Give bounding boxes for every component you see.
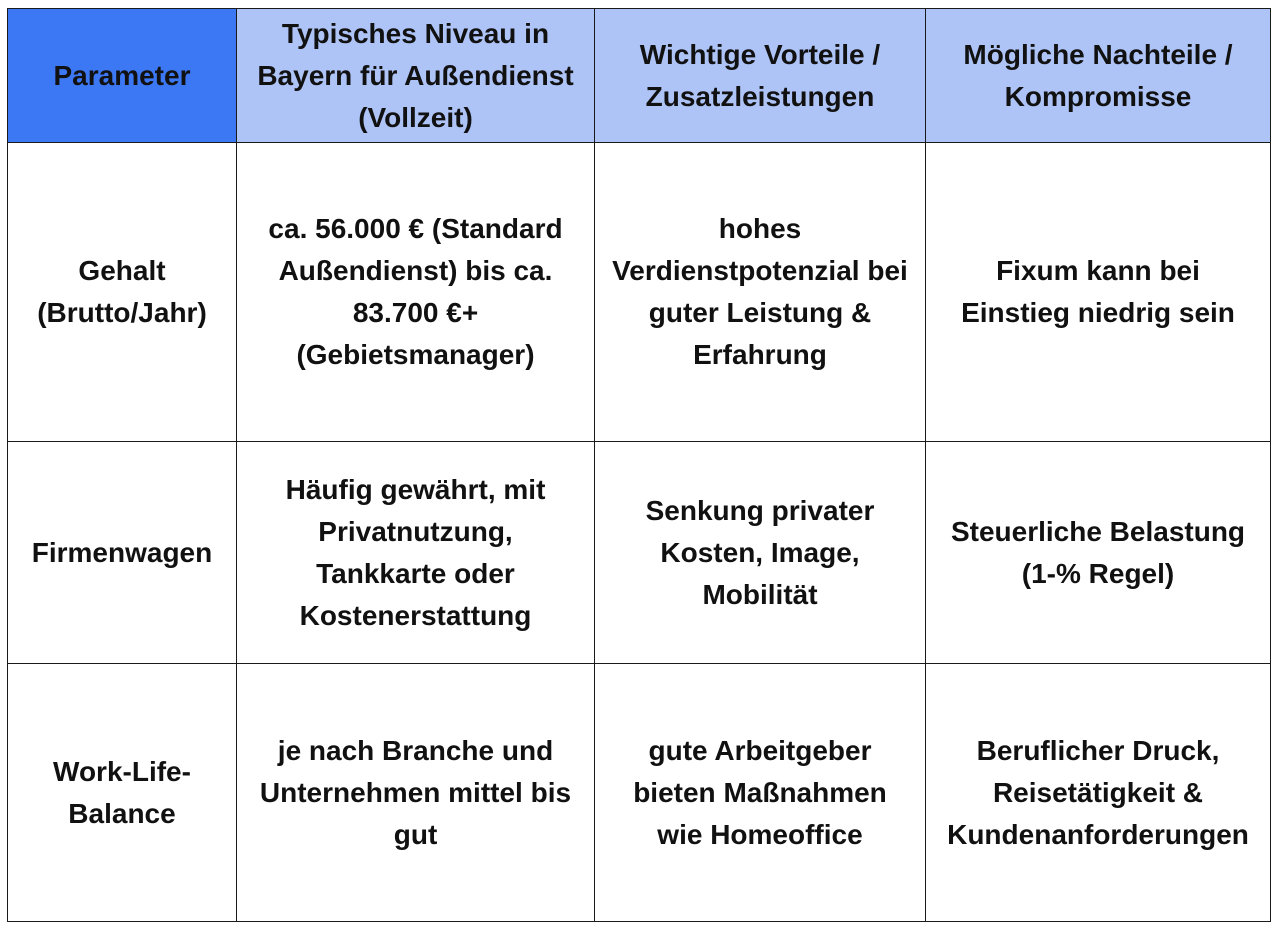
cell-niveau-text: ca. 56.000 € (Standard Außendienst) bis ca. 83.700 €+ (Gebietsmanager) (268, 213, 563, 370)
header-row (8, 9, 1271, 143)
cell-vorteile-text: hohes Verdienstpotenzial bei guter Leistung & Erfahrung (612, 213, 908, 370)
header-niveau-label: Typisches Niveau in Bayern für Außendienst (Vollzeit) (257, 17, 574, 133)
cell-nachteile-text: Steuerliche Belastung (1-% Regel) (950, 515, 1246, 589)
cell-parameter (8, 143, 237, 442)
cell-parameter (8, 442, 237, 664)
header-niveau (237, 9, 595, 143)
cell-niveau-text: je nach Branche und Unternehmen mittel bis gut (259, 734, 572, 850)
table-row-firmenwagen (8, 442, 1271, 664)
table-header (8, 9, 1271, 143)
header-vorteile (595, 9, 926, 143)
cell-niveau (237, 442, 595, 664)
table-row-work-life-balance (8, 664, 1271, 922)
cell-niveau (237, 143, 595, 442)
cell-vorteile (595, 143, 926, 442)
cell-vorteile (595, 664, 926, 922)
header-nachteile-label: Mögliche Nachteile / Kompromisse (963, 38, 1233, 112)
cell-nachteile-text: Beruflicher Druck, Reisetätigkeit & Kundenanforderungen (947, 734, 1249, 850)
header-vorteile-label: Wichtige Vorteile / Zusatzleistungen (639, 38, 881, 112)
cell-parameter-text: Work-Life- Balance (53, 755, 191, 829)
cell-parameter (8, 664, 237, 922)
table-body (8, 143, 1271, 922)
cell-nachteile (926, 143, 1271, 442)
cell-nachteile (926, 664, 1271, 922)
cell-parameter-text: Gehalt (Brutto/Jahr) (37, 255, 207, 328)
cell-vorteile-text: gute Arbeitgeber bieten Maßnahmen wie Homeoffice (633, 734, 887, 850)
cell-niveau (237, 664, 595, 922)
cell-nachteile (926, 442, 1271, 664)
cell-vorteile-text: Senkung privater Kosten, Image, Mobilität (645, 494, 875, 610)
cell-nachteile-text: Fixum kann bei Einstieg niedrig sein (961, 255, 1235, 328)
cell-vorteile (595, 442, 926, 664)
comparison-table (7, 8, 1271, 922)
cell-parameter-text: Firmenwagen (31, 536, 213, 568)
cell-niveau-text: Häufig gewährt, mit Privatnutzung, Tankkarte oder Kostenerstattung (285, 473, 546, 631)
header-parameter (8, 9, 237, 143)
header-nachteile (926, 9, 1271, 143)
table-row-gehalt (8, 143, 1271, 442)
header-parameter-label: Parameter (53, 59, 191, 91)
